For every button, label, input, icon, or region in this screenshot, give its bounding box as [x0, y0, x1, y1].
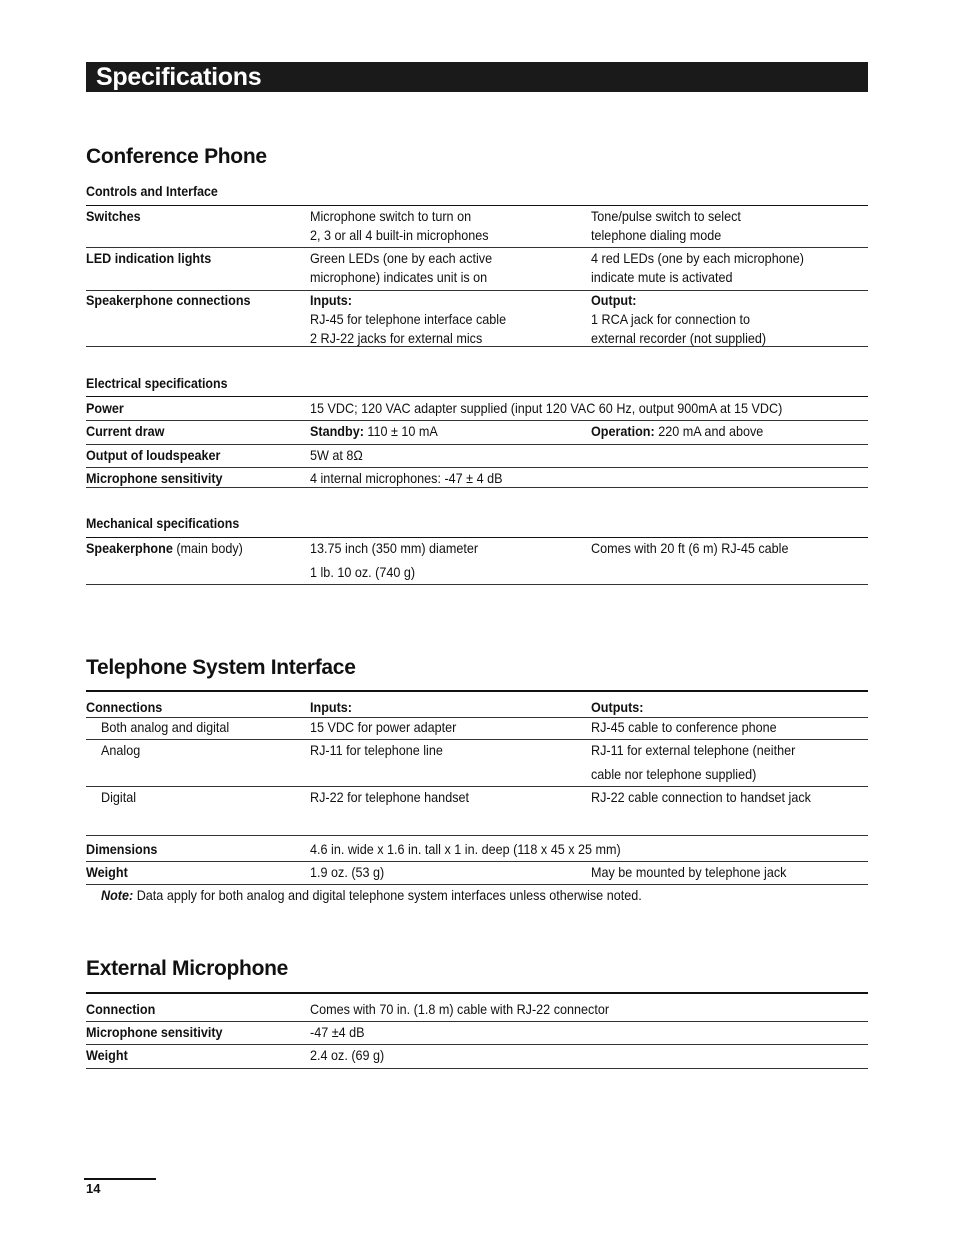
tsi-row-label: Analog: [101, 742, 141, 758]
switches-tone: Tone/pulse switch to select: [591, 208, 741, 224]
rule: [86, 467, 868, 468]
mechanical-heading: Mechanical specifications: [86, 516, 240, 531]
page-number: 14: [86, 1181, 101, 1196]
inputs-label: Inputs:: [310, 292, 352, 308]
ext-connection-value: Comes with 70 in. (1.8 m) cable with RJ-22 connector: [310, 1001, 610, 1017]
output-recorder: external recorder (not supplied): [591, 330, 767, 346]
controls-heading: Controls and Interface: [86, 184, 218, 199]
tsi-row-label: Digital: [101, 789, 137, 805]
note-label: Note:: [101, 887, 134, 903]
rule: [86, 205, 868, 206]
ext-sensitivity-label: Microphone sensitivity: [86, 1024, 223, 1040]
title-banner: [86, 62, 868, 92]
tsi-row-output: RJ-45 cable to conference phone: [591, 719, 777, 735]
loudspeaker-value: 5W at 8Ω: [310, 447, 363, 463]
ext-sensitivity-value: -47 ±4 dB: [310, 1024, 365, 1040]
rule: [86, 396, 868, 397]
speakerphone-label-rest: (main body): [172, 540, 243, 556]
speakerphone-label: [86, 539, 243, 558]
operation-value: [591, 422, 763, 441]
tsi-row-input: RJ-22 for telephone handset: [310, 789, 470, 805]
tsi-weight-label: Weight: [86, 864, 128, 880]
output-label: Output:: [591, 292, 637, 308]
speakerphone-cable: Comes with 20 ft (6 m) RJ-45 cable: [591, 540, 789, 556]
tsi-row-input: 15 VDC for power adapter: [310, 719, 457, 735]
power-label: Power: [86, 400, 124, 416]
rule: [86, 1068, 868, 1069]
tsi-inputs-header: Inputs:: [310, 699, 352, 715]
tsi-row-label: Both analog and digital: [101, 719, 230, 735]
power-value: 15 VDC; 120 VAC adapter supplied (input 120 VAC 60 Hz, output 900mA at 15 VDC): [310, 400, 783, 416]
tsi-note: [101, 886, 642, 905]
tsi-row-output: RJ-22 cable connection to handset jack: [591, 789, 811, 805]
operation-amount: 220 mA and above: [654, 423, 764, 439]
page-title: Specifications: [96, 63, 262, 91]
tsi-outputs-header: Outputs:: [591, 699, 644, 715]
speakerphone-label-bold: Speakerphone: [86, 540, 173, 556]
standby-label: Standby:: [310, 423, 364, 439]
switches-label: Switches: [86, 208, 141, 224]
tsi-heading: Telephone System Interface: [86, 656, 356, 679]
led-red-2: indicate mute is activated: [591, 269, 733, 285]
tsi-weight-value: 1.9 oz. (53 g): [310, 864, 385, 880]
mic-sensitivity-value: 4 internal microphones: -47 ± 4 dB: [310, 470, 503, 486]
electrical-heading: Electrical specifications: [86, 376, 228, 391]
rule: [86, 584, 868, 585]
led-green: Green LEDs (one by each active: [310, 250, 493, 266]
current-label: Current draw: [86, 423, 165, 439]
tsi-row-output: RJ-11 for external telephone (neither: [591, 742, 796, 758]
rule: [86, 537, 868, 538]
ext-weight-value: 2.4 oz. (69 g): [310, 1047, 385, 1063]
tsi-mounting: May be mounted by telephone jack: [591, 864, 787, 880]
led-green-2: microphone) indicates unit is on: [310, 269, 488, 285]
tsi-row-output-2: cable nor telephone supplied): [591, 766, 757, 782]
standby-value: [310, 422, 438, 441]
rule: [86, 992, 868, 994]
switches-tone-2: telephone dialing mode: [591, 227, 722, 243]
output-rca: 1 RCA jack for connection to: [591, 311, 750, 327]
rule: [86, 884, 868, 885]
rule: [86, 1021, 868, 1022]
speakerphone-weight: 1 lb. 10 oz. (740 g): [310, 564, 416, 580]
dimensions-value: 4.6 in. wide x 1.6 in. tall x 1 in. deep (118 x 45 x 25 mm): [310, 841, 621, 857]
led-label: LED indication lights: [86, 250, 212, 266]
rule: [86, 739, 868, 740]
dimensions-label: Dimensions: [86, 841, 158, 857]
speakerphone-diameter: 13.75 inch (350 mm) diameter: [310, 540, 479, 556]
rule: [86, 420, 868, 421]
rule: [86, 835, 868, 836]
ext-weight-label: Weight: [86, 1047, 128, 1063]
input-rj22: 2 RJ-22 jacks for external mics: [310, 330, 483, 346]
footer-rule: [84, 1178, 156, 1180]
note-text: Data apply for both analog and digital telephone system interfaces unless otherwise noted.: [133, 887, 642, 903]
input-rj45: RJ-45 for telephone interface cable: [310, 311, 507, 327]
switches-mic: Microphone switch to turn on: [310, 208, 472, 224]
tsi-row-input: RJ-11 for telephone line: [310, 742, 443, 758]
led-red: 4 red LEDs (one by each microphone): [591, 250, 804, 266]
ext-mic-heading: External Microphone: [86, 957, 289, 980]
standby-amount: 110 ± 10 mA: [363, 423, 438, 439]
connections-label: Speakerphone connections: [86, 292, 251, 308]
rule: [86, 1044, 868, 1045]
tsi-connections-header: Connections: [86, 699, 163, 715]
rule: [86, 861, 868, 862]
conference-phone-heading: Conference Phone: [86, 145, 267, 168]
operation-label: Operation:: [591, 423, 655, 439]
mic-sensitivity-label: Microphone sensitivity: [86, 470, 223, 486]
rule: [86, 786, 868, 787]
ext-connection-label: Connection: [86, 1001, 156, 1017]
rule: [86, 690, 868, 692]
switches-mic-2: 2, 3 or all 4 built-in microphones: [310, 227, 489, 243]
rule: [86, 444, 868, 445]
loudspeaker-label: Output of loudspeaker: [86, 447, 221, 463]
rule: [86, 346, 868, 347]
rule: [86, 247, 868, 248]
rule: [86, 487, 868, 488]
